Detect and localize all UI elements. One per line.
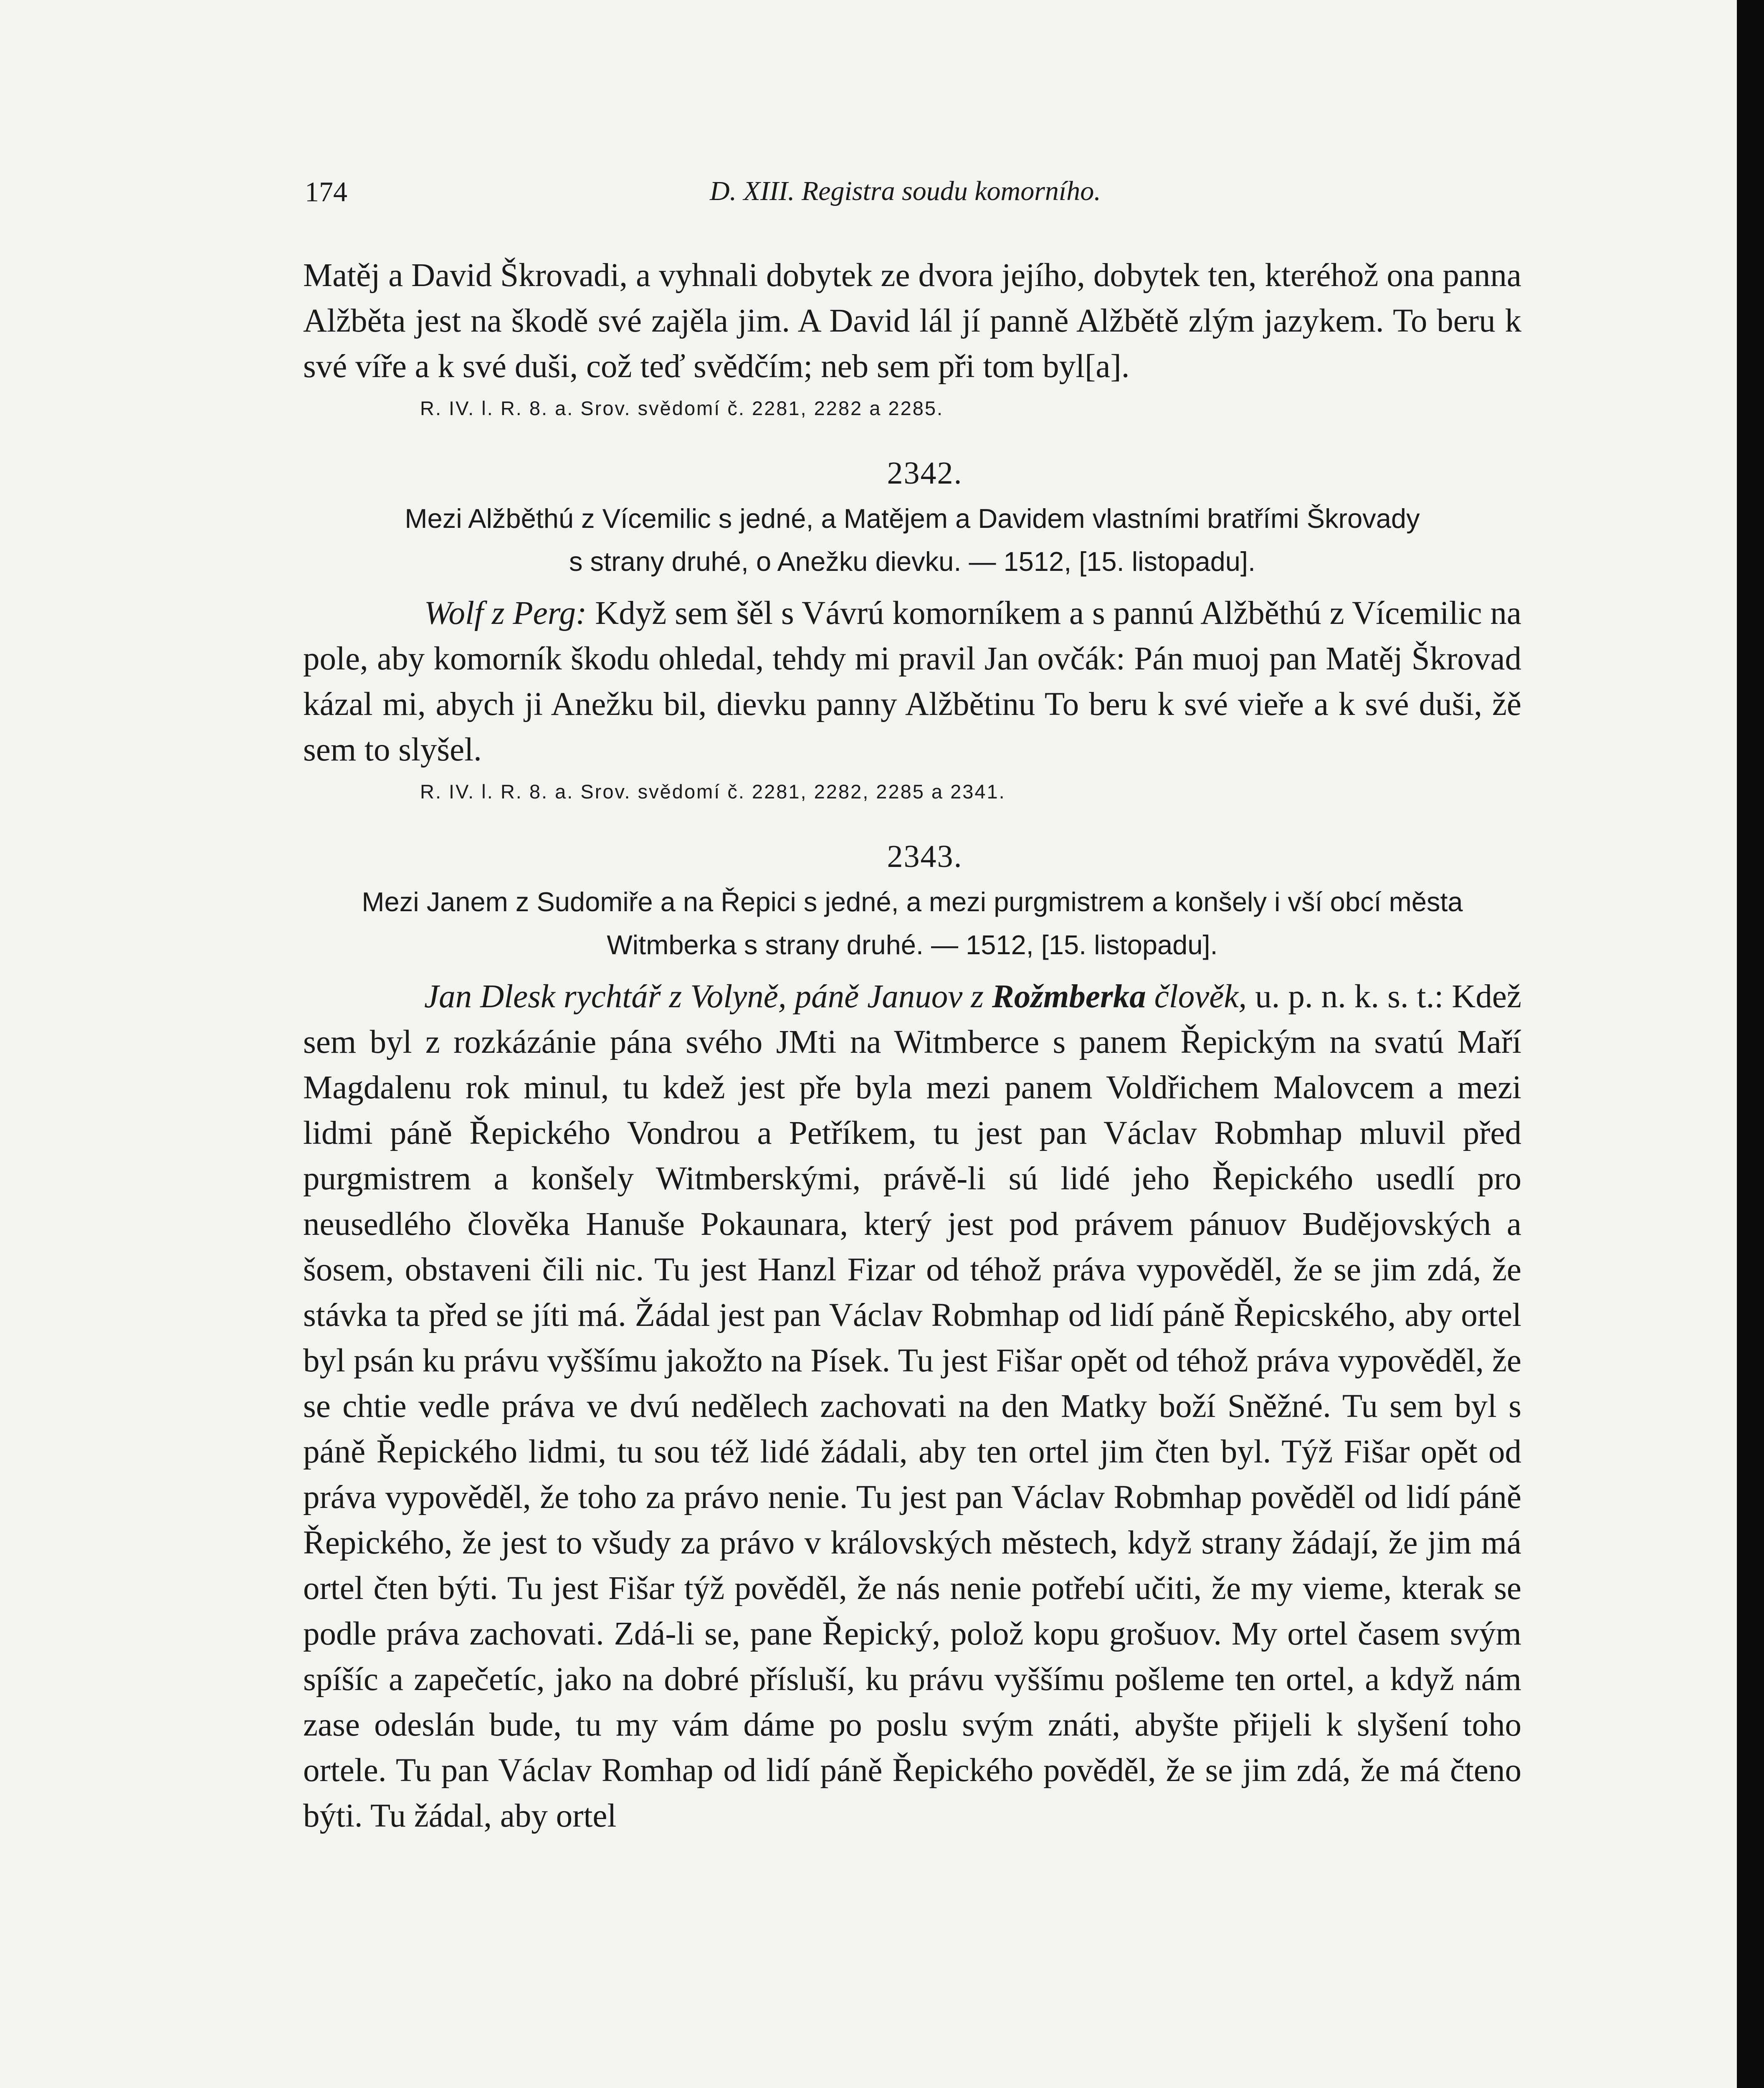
entry-2342-summary-line2: s strany druhé, o Anežku dievku. — 1512, [15. listopadu]. [569,546,1256,577]
entry-2343-witness-b: Rožmberka [992,978,1146,1015]
entry-2341-reference: R. IV. l. R. 8. a. Srov. svědomí č. 2281, 2282 a 2285. [420,397,944,419]
entry-2342-reference: R. IV. l. R. 8. a. Srov. svědomí č. 2281, 2282, 2285 a 2341. [420,780,1006,803]
running-title: D. XIII. Registra soudu komorního. [710,176,1101,206]
entry-2341-text: Matěj a David Škrovadi, a vyhnali dobytek ze dvora jejího, dobytek ten, kteréhož ona panna Alžběta jest na škodě své zajěla jim. A David lál jí panně Alžbětě zlým jazykem. To beru k své víře a k své duši, což teď svědčím; neb sem při tom byl[a]. [303,257,1521,385]
entry-2342-text: Když sem šěl s Vávrú komorníkem a s pannú Alžběthú z Vícemilic na pole, aby komorník škodu ohledal, tehdy mi pravil Jan ovčák: Pán muoj pan Matěj Škrovad kázal mi, abych ji Anežku bil, dievku panny Alžbětinu To beru k své vieře a k své duši, žě sem to slyšel. [303,595,1521,768]
entry-2343-summary [303,880,1521,966]
entry-2343-witness-a: Jan Dlesk rychtář z Volyně, páně Januov z [424,978,984,1015]
entry-2342-witness: Wolf z Perg: [424,595,587,631]
entry-2343-summary-line1: Mezi Janem z Sudomiře a na Řepici s jedné, a mezi purgmistrem a konšely i vší obcí města [362,887,1463,917]
entry-2342-summary-line1: Mezi Alžběthú z Vícemilic s jedné, a Matějem a Davidem vlastními bratřími Škrovady [405,503,1420,534]
entry-2342-testimony [303,590,1521,773]
page-header [305,175,1432,226]
entry-2342-summary [303,497,1521,583]
entry-2343-summary-line2: Witmberka s strany druhé. — 1512, [15. listopadu]. [607,930,1218,960]
entry-2343-number: 2343. [887,839,963,874]
entry-2343-witness-c: člověk, [1154,978,1247,1015]
entry-2342-number: 2342. [887,456,963,491]
page-number: 174 [305,176,347,208]
page-body [303,253,1521,1839]
scan-edge-right [1737,0,1764,2088]
entry-2343-text: u. p. n. k. s. t.: Kdež sem byl z rozkázánie pána svého JMti na Witmberce s panem Řepickým na svatú Maří Magdalenu rok minul, tu kdež jest pře byla mezi panem Voldřichem Malovcem a mezi lidmi páně Řepického Vondrou a Petříkem, tu jest pan Václav Robmhap mluvil před purgmistrem a konšely Witmberskými, právě-li sú lidé jeho Řepického usedlí pro neusedlého člověka Hanuše Pokaunara, který jest pod právem pánuov Budějovských a šosem, obstaveni čili nic. Tu jest Hanzl Fizar od téhož práva vypověděl, že se jim zdá, že stávka ta před se jíti má. Žádal jest pan Václav Robmhap od lidí páně Řepicského, aby ortel byl psán ku právu vyššímu jakožto na Písek. Tu jest Fišar opět od téhož práva vypověděl, že se chtie vedle práva ve dvú nedělech zachovati na den Matky boží Sněžné. Tu sem byl s páně Řepického lidmi, tu sou též lidé žádali, aby ten ortel jim čten byl. Týž Fišar opět od práva vypověděl, že toho za právo nenie. Tu jest pan Václav Robmhap pověděl od lidí páně Řepického, že jest to všudy za právo v královských městech, když strany žádají, že jim má ortel čten býti. Tu jest Fišar týž pověděl, že nás nenie potřebí učiti, že my vieme, kterak se podle práva zachovati. Zdá-li se, pane Řepický, polož kopu grošuov. My ortel časem svým spíšíc a zapečetíc, jako na dobré přísluší, ku právu vyššímu pošleme ten ortel, a když nám zase odeslán bude, tu my vám dáme po poslu svým znáti, abyšte přijeli k slyšení toho ortele. Tu pan Václav Romhap od lidí páně Řepického pověděl, že se jim zdá, že má čteno býti. Tu žádal, aby ortel [303,978,1521,1834]
entry-2343-testimony [303,974,1521,1839]
